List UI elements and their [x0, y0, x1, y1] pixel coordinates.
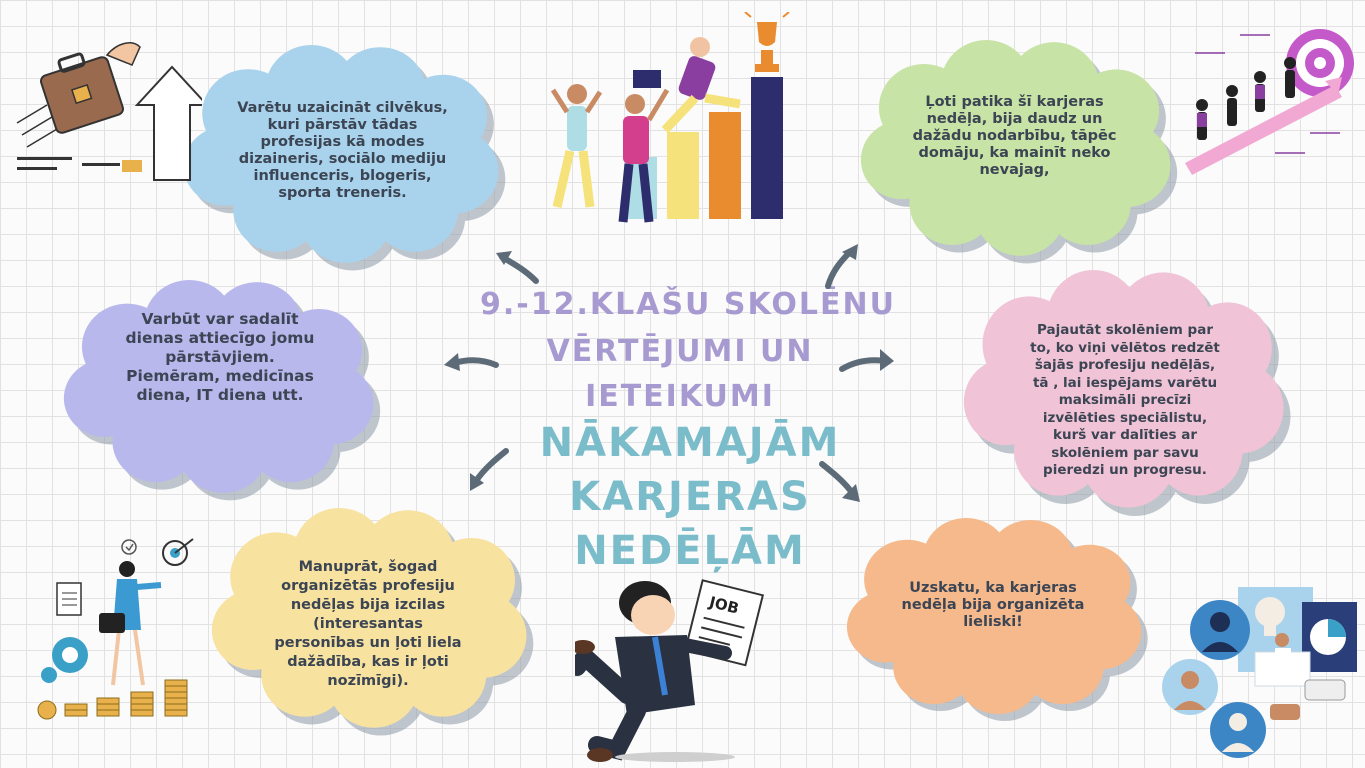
cloud-text-bottom-left: Manuprāt, šogad organizētās profesiju nedēļas bija izcilas (interesantas personības un ļoti liela dažādība, kas ir ļoti nozīmīgi).	[274, 559, 462, 689]
cloud-text-top-left: Varētu uzaicināt cilvēkus, kuri pārstāv tādas profesijas kā modes dizaineris, sociālo mediju influenceris, blogeris, sporta treneris.	[237, 100, 448, 201]
cloud-text-mid-left: Varbūt var sadalīt dienas attiecīgo jomu pārstāvjiem. Piemēram, medicīnas diena, IT diena utt.	[125, 310, 315, 404]
arrow-down-left-icon	[462, 445, 512, 495]
cloud-bottom-left	[213, 508, 523, 730]
target-team-illustration	[1180, 25, 1355, 175]
cloud-text-mid-right: Pajautāt skolēniem par to, ko viņi vēlētos redzēt šajās profesiju nedēļās, tā , lai iespējams varētu maksimāli precīzi izvēlēties speciālistu, kurš var dalīties ar skolēniem par savu pieredzi un progresu.	[1030, 322, 1220, 478]
title-line-4: NĀKAMAJĀM	[539, 420, 841, 466]
job-paper-label: JOB	[707, 592, 741, 618]
arrow-left-icon	[440, 345, 500, 380]
arrow-right-icon	[838, 345, 898, 380]
title-line-2: VĒRTĒJUMI UN	[546, 334, 814, 369]
running-job-seeker-illustration	[575, 575, 775, 765]
arrow-down-right-icon	[818, 458, 868, 508]
cloud-top-left	[185, 45, 495, 265]
cloud-text-top-right: Ļoti patika šī karjeras nedēļa, bija daudz un dažādu nodarbību, tāpēc domāju, ka mainīt neko nevajag,	[912, 94, 1117, 178]
arrow-up-left-icon	[492, 245, 542, 285]
cloud-top-right	[862, 40, 1167, 258]
team-ideas-illustration	[1160, 582, 1360, 762]
cloud-mid-left	[65, 280, 370, 495]
businesswoman-coins-illustration	[35, 535, 210, 725]
cloud-mid-right	[965, 270, 1280, 510]
title-line-5: KARJERAS	[569, 474, 811, 520]
cloud-text-bottom-right: Uzskatu, ka karjeras nedēļa bija organizēta lieliski!	[901, 580, 1085, 630]
briefcase-growth-illustration	[12, 35, 202, 185]
title-line-3: IETEIKUMI	[585, 379, 775, 414]
title-line-6: NEDĒĻĀM	[574, 528, 806, 574]
bar-chart-people-illustration	[545, 12, 805, 227]
arrow-up-right-icon	[820, 240, 865, 290]
title-line-1: 9.-12.KLAŠU SKOLĒNU	[480, 287, 896, 322]
